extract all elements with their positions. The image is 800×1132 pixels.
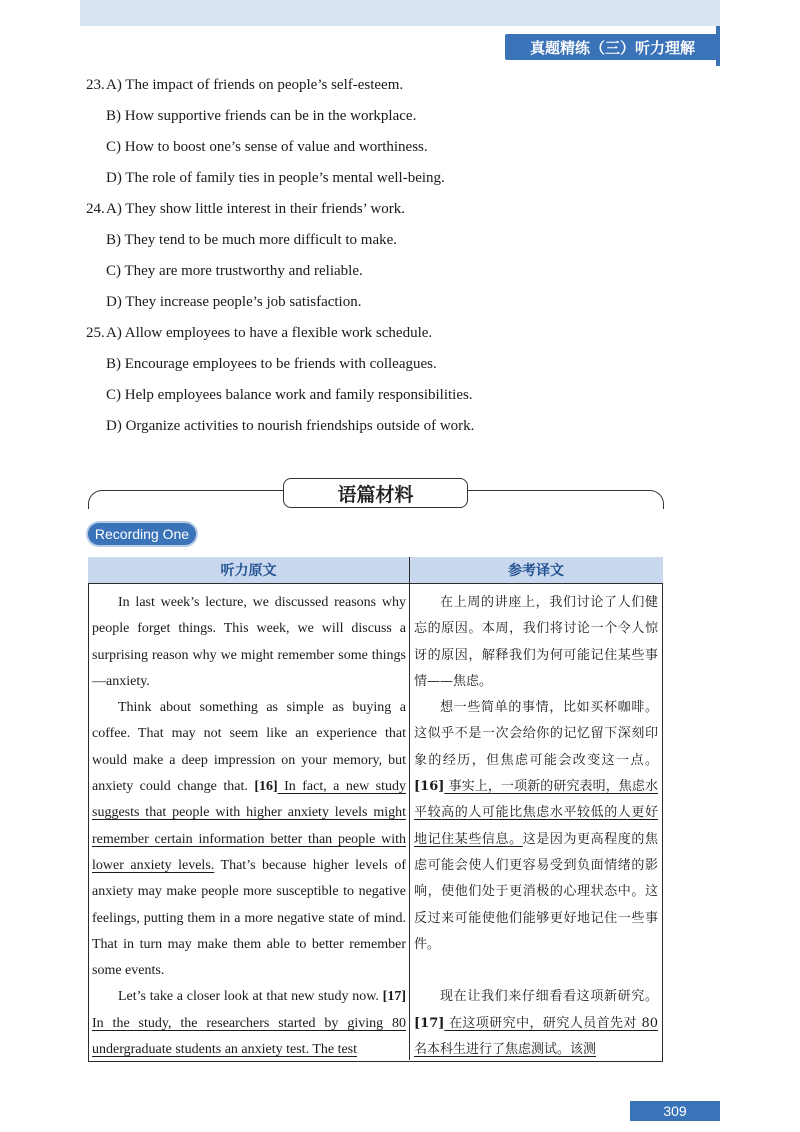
option-a: A) The impact of friends on people’s self-esteem. <box>106 77 404 93</box>
underlined-answer: 在这项研究中，研究人员首先对 80 名本科生进行了焦虑测试。该测 <box>414 1015 658 1058</box>
recording-badge: Recording One <box>88 523 196 545</box>
option-d: D) They increase people’s job satisfaction. <box>106 294 362 310</box>
question-list <box>86 70 706 442</box>
option-b: B) How supportive friends can be in the workplace. <box>106 108 417 124</box>
question-24 <box>86 194 706 318</box>
page-number: 309 <box>630 1101 720 1121</box>
section-rule-left <box>88 490 289 509</box>
en-paragraph-1: In last week’s lecture, we discussed reasons why people forget things. This week, we will discuss a surprising reason why we might remember some things—anxiety. <box>92 595 406 689</box>
option-b: B) They tend to be much more difficult to make. <box>106 232 398 248</box>
section-title: 语篇材料 <box>283 478 468 508</box>
question-number: 23. <box>86 77 105 93</box>
table-header <box>88 557 663 584</box>
question-tag-17: [17] <box>382 989 406 1005</box>
zh-paragraph-3: 现在让我们来仔细看看这项新研究。[17] 在这项研究中，研究人员首先对 80 名本科生进行了焦虑测试。该测 <box>414 989 658 1058</box>
option-a: A) Allow employees to have a flexible work schedule. <box>106 325 433 341</box>
question-25 <box>86 318 706 442</box>
header-strip <box>80 0 720 26</box>
chinese-translation <box>414 590 658 1063</box>
option-d: D) The role of family ties in people’s mental well-being. <box>106 170 445 186</box>
section-rule-right <box>463 490 664 509</box>
question-number: 24. <box>86 201 105 217</box>
english-transcript <box>92 590 406 1063</box>
underlined-answer: In fact, a new study suggests that people with higher anxiety levels might remember certain information better than people with lower anxiety levels. <box>92 779 406 873</box>
zh-paragraph-2: 想一些简单的事情，比如买杯咖啡。这似乎不是一次会给你的记忆留下深刻印象的经历，但焦虑可能会改变这一点。[16] 事实上，一项新的研究表明，焦虑水平较高的人可能比焦虑水平较低的人更好地记住某些信息。这是因为更高程度的焦虑可能会使人们更容易受到负面情绪的影响，使他们处于更消极的心理状态中。这反过来可能使他们能够更好地记住一些事件。 <box>414 700 658 952</box>
option-b: B) Encourage employees to be friends with colleagues. <box>106 356 437 372</box>
option-a: A) They show little interest in their friends’ work. <box>106 201 405 217</box>
chapter-tab: 真题精练（三）听力理解 <box>505 34 720 60</box>
en-paragraph-3: Let’s take a closer look at that new study now. [17] In the study, the researchers started by giving 80 undergraduate students an anxiety test. The test <box>92 989 406 1058</box>
question-tag-16: [16] <box>254 779 278 795</box>
option-c: C) How to boost one’s sense of value and worthiness. <box>106 139 428 155</box>
question-number: 25. <box>86 325 105 341</box>
en-paragraph-2: Think about something as simple as buying a coffee. That may not seem like an experience that would make a deep impression on your memory, but anxiety could change that. [16] In fact, a new study suggests that people with higher anxiety levels might remember certain information better than people with lower anxiety levels. That’s because higher levels of anxiety may make people more susceptible to negative feelings, putting them in a more negative state of mind. That in turn may make them able to better remember some events. <box>92 700 406 979</box>
option-c: C) Help employees balance work and family responsibilities. <box>106 387 473 403</box>
column-divider <box>409 557 410 1060</box>
zh-paragraph-1: 在上周的讲座上，我们讨论了人们健忘的原因。本周，我们将讨论一个令人惊讶的原因，解释我们为何可能记住某些事情——焦虑。 <box>414 595 658 689</box>
option-c: C) They are more trustworthy and reliable. <box>106 263 363 279</box>
underlined-answer: 事实上，一项新的研究表明，焦虑水平较高的人可能比焦虑水平较低的人更好地记住某些信息。 <box>414 779 658 847</box>
option-d: D) Organize activities to nourish friendships outside of work. <box>106 418 475 434</box>
header-original: 听力原文 <box>220 563 277 579</box>
underlined-answer: In the study, the researchers started by giving 80 undergraduate students an anxiety test. The test <box>92 1015 406 1058</box>
question-23 <box>86 70 706 194</box>
question-tag-16: [16] <box>414 779 445 795</box>
question-tag-17: [17] <box>414 1015 445 1031</box>
header-translation: 参考译文 <box>508 563 564 579</box>
